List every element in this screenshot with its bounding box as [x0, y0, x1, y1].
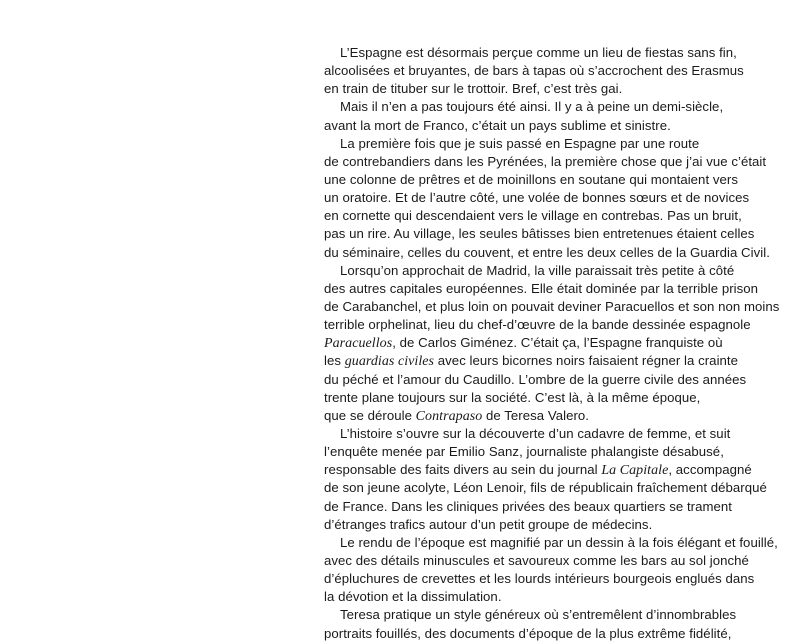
text-segment: responsable des faits divers au sein du journal [324, 462, 602, 478]
text-segment: , accompagné [668, 462, 752, 478]
text-segment: l’enquête menée par Emilio Sanz, journaliste phalangiste désabusé, [324, 444, 724, 460]
text-segment: L’Espagne est désormais perçue comme un lieu de fiestas sans fin, [340, 45, 737, 60]
text-line [324, 62, 754, 80]
text-line [324, 443, 754, 461]
text-line [324, 207, 754, 225]
italic-title: Paracuellos [324, 336, 393, 352]
text-line [324, 135, 754, 153]
text-line [324, 225, 754, 243]
text-segment: en train de tituber sur le trottoir. Bref, c’est très gai. [324, 81, 623, 97]
text-segment: de son jeune acolyte, Léon Lenoir, fils de républicain fraîchement débarqué [324, 480, 767, 496]
text-segment: de contrebandiers dans les Pyrénées, la première chose que j’ai vue c’était [324, 153, 767, 169]
text-line [324, 588, 754, 606]
text-line [324, 352, 754, 370]
text-line [324, 498, 754, 516]
paragraph [324, 44, 754, 98]
text-segment: alcoolisées et bruyantes, de bars à tapas où s’accrochent des Erasmus [324, 63, 744, 79]
text-line [324, 171, 754, 189]
text-segment: des autres capitales européennes. Elle était dominée par la terrible prison [324, 280, 759, 296]
text-line [324, 625, 754, 643]
text-segment: trente plane toujours sur la société. C’est là, à la même époque, [324, 389, 701, 405]
text-line [324, 316, 754, 334]
paragraph [324, 262, 780, 425]
text-line [324, 371, 754, 389]
text-segment: du séminaire, celles du couvent, et entre les deux celles de la Guardia Civil. [324, 244, 770, 260]
text-segment: Lorsqu’on approchait de Madrid, la ville paraissait très petite à côté [340, 262, 735, 278]
italic-title: La Capitale [601, 463, 669, 479]
text-line [324, 244, 770, 262]
text-line [324, 425, 754, 443]
text-segment: portraits fouillés, des documents d’époque de la plus extrême fidélité, [324, 625, 732, 641]
text-segment: La première fois que je suis passé en Espagne par une route [340, 135, 700, 151]
text-line [324, 461, 754, 479]
text-line [324, 606, 754, 624]
article-text-column [324, 44, 780, 643]
text-line [324, 407, 754, 425]
paragraph [324, 606, 754, 642]
text-line [324, 153, 767, 171]
text-segment: une colonne de prêtres et de moinillons en soutane qui montaient vers [324, 171, 738, 187]
text-segment: les [324, 353, 345, 369]
text-segment: de Carabanchel, et plus loin on pouvait deviner Paracuellos et son non moins [324, 298, 780, 314]
paragraph [324, 98, 754, 134]
text-line [324, 570, 754, 588]
text-segment: du péché et l’amour du Caudillo. L’ombre de la guerre civile des années [324, 371, 747, 387]
text-segment: , de Carlos Giménez. C’était ça, l’Espagne franquiste où [392, 335, 723, 351]
paragraph [324, 135, 770, 262]
text-line [324, 389, 754, 407]
text-segment: de France. Dans les cliniques privées des beaux quartiers se trament [324, 498, 733, 514]
text-line [324, 552, 754, 570]
text-segment: Mais il n’en a pas toujours été ainsi. Il y a à peine un demi-siècle, [340, 99, 724, 115]
paragraph [324, 534, 778, 607]
text-segment: avec leurs bicornes noirs faisaient régner la crainte [434, 353, 739, 369]
text-line [324, 334, 754, 352]
text-line [324, 534, 778, 552]
text-line [324, 262, 754, 280]
text-segment: la dévotion et la dissimulation. [324, 589, 502, 605]
text-line [324, 189, 754, 207]
text-segment: en cornette qui descendaient vers le village en contrebas. Pas un bruit, [324, 208, 742, 224]
text-segment: Teresa pratique un style généreux où s’entremêlent d’innombrables [340, 607, 737, 623]
text-segment: Le rendu de l’époque est magnifié par un dessin à la fois élégant et fouillé, [340, 534, 778, 550]
text-segment: que se déroule [324, 407, 416, 423]
text-line [324, 80, 754, 98]
text-segment: L’histoire s’ouvre sur la découverte d’un cadavre de femme, et suit [340, 425, 731, 441]
italic-title: guardias civiles [344, 354, 435, 370]
text-segment: un oratoire. Et de l’autre côté, une volée de bonnes sœurs et de novices [324, 190, 750, 206]
text-line [324, 280, 759, 298]
text-segment: de Teresa Valero. [482, 407, 590, 423]
text-line [324, 98, 754, 116]
text-segment: d’étranges trafics autour d’un petit groupe de médecins. [324, 516, 653, 532]
text-segment: avant la mort de Franco, c’était un pays sublime et sinistre. [324, 117, 671, 133]
italic-title: Contrapaso [415, 408, 483, 424]
text-segment: pas un rire. Au village, les seules bâtisses bien entretenues étaient celles [324, 226, 755, 242]
text-segment: d’épluchures de crevettes et les lourds intérieurs bourgeois englués dans [324, 571, 755, 587]
text-segment: avec des détails minuscules et savoureux comme les bars au sol jonché [324, 552, 749, 568]
text-segment: terrible orphelinat, lieu du chef-d’œuvre de la bande dessinée espagnole [324, 317, 751, 333]
text-line [324, 117, 754, 135]
text-line [324, 516, 754, 534]
text-line [324, 44, 754, 62]
text-line [324, 298, 780, 316]
paragraph [324, 425, 767, 534]
text-line [324, 479, 767, 497]
